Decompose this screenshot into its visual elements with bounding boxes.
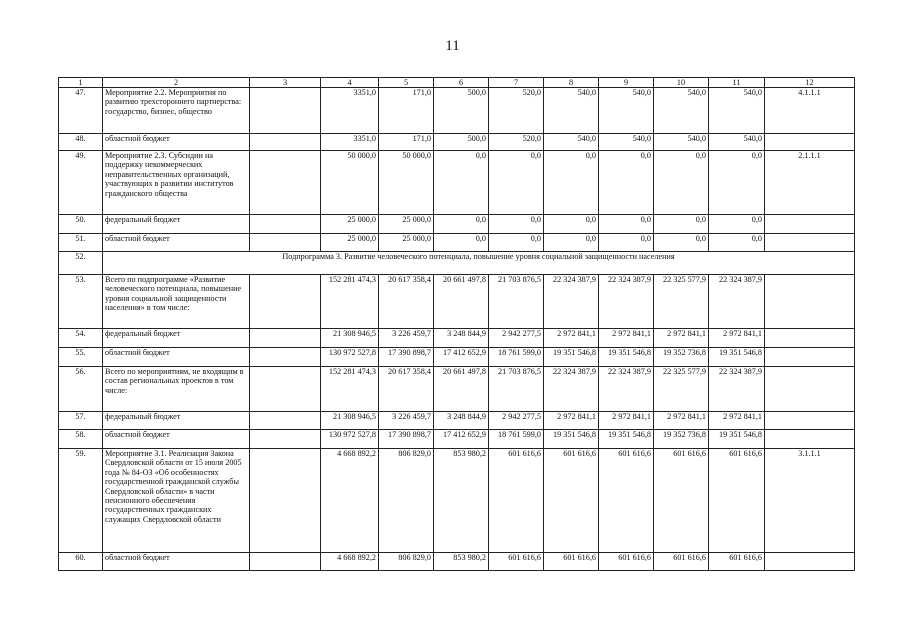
description-cell: областной бюджет bbox=[103, 430, 250, 449]
value-cell: 3351,0 bbox=[321, 88, 379, 134]
target-code-cell bbox=[765, 412, 855, 430]
value-cell: 0,0 bbox=[599, 234, 654, 252]
value-cell: 4 668 892,2 bbox=[321, 553, 379, 571]
table-row bbox=[59, 234, 855, 252]
value-cell: 22 324 387,9 bbox=[599, 275, 654, 329]
value-cell: 130 972 527,8 bbox=[321, 430, 379, 449]
value-cell: 500,0 bbox=[434, 134, 489, 151]
value-cell: 3351,0 bbox=[321, 134, 379, 151]
value-cell: 19 351 546,8 bbox=[709, 348, 765, 367]
budget-table bbox=[58, 77, 855, 571]
table-row bbox=[59, 412, 855, 430]
target-code-cell bbox=[765, 275, 855, 329]
value-cell: 2 972 841,1 bbox=[709, 329, 765, 348]
target-code-cell: 2.1.1.1 bbox=[765, 151, 855, 215]
table-row bbox=[59, 88, 855, 134]
value-cell: 171,0 bbox=[379, 88, 434, 134]
description-cell: Мероприятие 2.3. Субсидии на поддержку некоммерческих неправительственных организаций, участвующих в развитии институтов гражданского общества bbox=[103, 151, 250, 215]
value-cell: 0,0 bbox=[654, 151, 709, 215]
source-cell bbox=[250, 215, 321, 234]
table-row bbox=[59, 430, 855, 449]
source-cell bbox=[250, 553, 321, 571]
value-cell: 601 616,6 bbox=[544, 449, 599, 553]
target-code-cell bbox=[765, 134, 855, 151]
value-cell: 806 829,0 bbox=[379, 449, 434, 553]
value-cell: 2 942 277,5 bbox=[489, 412, 544, 430]
row-number-cell: 49. bbox=[59, 151, 103, 215]
value-cell: 17 390 898,7 bbox=[379, 430, 434, 449]
value-cell: 18 761 599,0 bbox=[489, 430, 544, 449]
target-code-cell bbox=[765, 553, 855, 571]
table-row bbox=[59, 275, 855, 329]
value-cell: 50 000,0 bbox=[379, 151, 434, 215]
value-cell: 19 352 736,8 bbox=[654, 348, 709, 367]
value-cell: 0,0 bbox=[489, 215, 544, 234]
value-cell: 806 829,0 bbox=[379, 553, 434, 571]
value-cell: 3 248 844,9 bbox=[434, 412, 489, 430]
column-header: 2 bbox=[103, 78, 250, 88]
value-cell: 0,0 bbox=[489, 234, 544, 252]
value-cell: 853 980,2 bbox=[434, 553, 489, 571]
value-cell: 0,0 bbox=[489, 151, 544, 215]
value-cell: 853 980,2 bbox=[434, 449, 489, 553]
value-cell: 17 412 652,9 bbox=[434, 348, 489, 367]
table-row bbox=[59, 329, 855, 348]
value-cell: 3 248 844,9 bbox=[434, 329, 489, 348]
value-cell: 520,0 bbox=[489, 134, 544, 151]
value-cell: 22 325 577,9 bbox=[654, 367, 709, 412]
column-header: 11 bbox=[709, 78, 765, 88]
value-cell: 540,0 bbox=[599, 134, 654, 151]
table-row bbox=[59, 252, 855, 275]
value-cell: 0,0 bbox=[709, 151, 765, 215]
page-number: 11 bbox=[445, 38, 460, 54]
value-cell: 18 761 599,0 bbox=[489, 348, 544, 367]
table-row bbox=[59, 367, 855, 412]
description-cell: федеральный бюджет bbox=[103, 412, 250, 430]
description-cell: Всего по подпрограмме «Развитие человеческого потенциала, повышение уровня социальной защищенности населения» в том числе: bbox=[103, 275, 250, 329]
value-cell: 19 351 546,8 bbox=[544, 430, 599, 449]
value-cell: 22 324 387,9 bbox=[709, 275, 765, 329]
value-cell: 25 000,0 bbox=[379, 215, 434, 234]
value-cell: 601 616,6 bbox=[489, 553, 544, 571]
column-header: 8 bbox=[544, 78, 599, 88]
value-cell: 22 324 387,9 bbox=[544, 367, 599, 412]
row-number-cell: 55. bbox=[59, 348, 103, 367]
value-cell: 0,0 bbox=[654, 234, 709, 252]
value-cell: 0,0 bbox=[434, 215, 489, 234]
row-number-cell: 48. bbox=[59, 134, 103, 151]
column-header: 9 bbox=[599, 78, 654, 88]
value-cell: 540,0 bbox=[709, 88, 765, 134]
value-cell: 21 703 876,5 bbox=[489, 275, 544, 329]
row-number-cell: 51. bbox=[59, 234, 103, 252]
row-number-cell: 52. bbox=[59, 252, 103, 275]
column-header: 1 bbox=[59, 78, 103, 88]
value-cell: 152 281 474,3 bbox=[321, 275, 379, 329]
value-cell: 19 352 736,8 bbox=[654, 430, 709, 449]
value-cell: 19 351 546,8 bbox=[544, 348, 599, 367]
table-row bbox=[59, 449, 855, 553]
table-row bbox=[59, 215, 855, 234]
description-cell: областной бюджет bbox=[103, 134, 250, 151]
table-row bbox=[59, 348, 855, 367]
value-cell: 601 616,6 bbox=[489, 449, 544, 553]
description-cell: Мероприятие 3.1. Реализация Закона Свердловской области от 15 июля 2005 года № 84-ОЗ «Об особенностях государственной гражданской службы Свердловской области» в части пенсионного обеспечения государственных гражданских служащих Свердловской области bbox=[103, 449, 250, 553]
value-cell: 21 703 876,5 bbox=[489, 367, 544, 412]
target-code-cell bbox=[765, 367, 855, 412]
value-cell: 25 000,0 bbox=[321, 234, 379, 252]
table-row bbox=[59, 553, 855, 571]
value-cell: 540,0 bbox=[544, 88, 599, 134]
value-cell: 2 972 841,1 bbox=[654, 412, 709, 430]
source-cell bbox=[250, 151, 321, 215]
table-row bbox=[59, 134, 855, 151]
target-code-cell bbox=[765, 430, 855, 449]
row-number-cell: 53. bbox=[59, 275, 103, 329]
value-cell: 2 972 841,1 bbox=[654, 329, 709, 348]
section-title-cell: Подпрограмма 3. Развитие человеческого потенциала, повышение уровня социальной защищенности населения bbox=[103, 252, 855, 275]
column-header: 3 bbox=[250, 78, 321, 88]
value-cell: 601 616,6 bbox=[654, 553, 709, 571]
row-number-cell: 58. bbox=[59, 430, 103, 449]
value-cell: 3 226 459,7 bbox=[379, 329, 434, 348]
column-header: 4 bbox=[321, 78, 379, 88]
value-cell: 19 351 546,8 bbox=[599, 348, 654, 367]
source-cell bbox=[250, 88, 321, 134]
value-cell: 19 351 546,8 bbox=[709, 430, 765, 449]
value-cell: 0,0 bbox=[599, 151, 654, 215]
value-cell: 22 324 387,9 bbox=[709, 367, 765, 412]
value-cell: 601 616,6 bbox=[709, 449, 765, 553]
value-cell: 601 616,6 bbox=[544, 553, 599, 571]
value-cell: 540,0 bbox=[654, 88, 709, 134]
source-cell bbox=[250, 134, 321, 151]
row-number-cell: 59. bbox=[59, 449, 103, 553]
value-cell: 0,0 bbox=[434, 151, 489, 215]
row-number-cell: 57. bbox=[59, 412, 103, 430]
description-cell: федеральный бюджет bbox=[103, 329, 250, 348]
column-header: 6 bbox=[434, 78, 489, 88]
value-cell: 0,0 bbox=[709, 215, 765, 234]
value-cell: 20 661 497,8 bbox=[434, 275, 489, 329]
value-cell: 601 616,6 bbox=[599, 449, 654, 553]
value-cell: 17 390 898,7 bbox=[379, 348, 434, 367]
value-cell: 21 308 946,5 bbox=[321, 412, 379, 430]
row-number-cell: 47. bbox=[59, 88, 103, 134]
value-cell: 171,0 bbox=[379, 134, 434, 151]
row-number-cell: 54. bbox=[59, 329, 103, 348]
value-cell: 50 000,0 bbox=[321, 151, 379, 215]
value-cell: 520,0 bbox=[489, 88, 544, 134]
value-cell: 2 972 841,1 bbox=[599, 329, 654, 348]
description-cell: Мероприятие 2.2. Мероприятия по развитию трехстороннего партнерства: государство, бизнес, общество bbox=[103, 88, 250, 134]
description-cell: областной бюджет bbox=[103, 234, 250, 252]
value-cell: 601 616,6 bbox=[709, 553, 765, 571]
row-number-cell: 60. bbox=[59, 553, 103, 571]
source-cell bbox=[250, 412, 321, 430]
source-cell bbox=[250, 329, 321, 348]
description-cell: федеральный бюджет bbox=[103, 215, 250, 234]
target-code-cell bbox=[765, 234, 855, 252]
value-cell: 22 324 387,9 bbox=[599, 367, 654, 412]
value-cell: 4 668 892,2 bbox=[321, 449, 379, 553]
target-code-cell: 4.1.1.1 bbox=[765, 88, 855, 134]
value-cell: 0,0 bbox=[654, 215, 709, 234]
header-row bbox=[59, 78, 855, 88]
value-cell: 0,0 bbox=[709, 234, 765, 252]
row-number-cell: 56. bbox=[59, 367, 103, 412]
value-cell: 17 412 652,9 bbox=[434, 430, 489, 449]
value-cell: 20 661 497,8 bbox=[434, 367, 489, 412]
source-cell bbox=[250, 348, 321, 367]
value-cell: 22 325 577,9 bbox=[654, 275, 709, 329]
source-cell bbox=[250, 367, 321, 412]
source-cell bbox=[250, 275, 321, 329]
source-cell bbox=[250, 449, 321, 553]
description-cell: областной бюджет bbox=[103, 553, 250, 571]
table-row bbox=[59, 151, 855, 215]
value-cell: 540,0 bbox=[709, 134, 765, 151]
value-cell: 0,0 bbox=[599, 215, 654, 234]
column-header: 7 bbox=[489, 78, 544, 88]
value-cell: 601 616,6 bbox=[599, 553, 654, 571]
value-cell: 2 972 841,1 bbox=[709, 412, 765, 430]
value-cell: 25 000,0 bbox=[379, 234, 434, 252]
value-cell: 500,0 bbox=[434, 88, 489, 134]
value-cell: 540,0 bbox=[544, 134, 599, 151]
description-cell: областной бюджет bbox=[103, 348, 250, 367]
value-cell: 0,0 bbox=[434, 234, 489, 252]
row-number-cell: 50. bbox=[59, 215, 103, 234]
value-cell: 20 617 358,4 bbox=[379, 275, 434, 329]
value-cell: 2 972 841,1 bbox=[544, 412, 599, 430]
value-cell: 22 324 387,9 bbox=[544, 275, 599, 329]
value-cell: 2 942 277,5 bbox=[489, 329, 544, 348]
column-header: 5 bbox=[379, 78, 434, 88]
value-cell: 20 617 358,4 bbox=[379, 367, 434, 412]
target-code-cell bbox=[765, 215, 855, 234]
value-cell: 601 616,6 bbox=[654, 449, 709, 553]
target-code-cell bbox=[765, 329, 855, 348]
value-cell: 3 226 459,7 bbox=[379, 412, 434, 430]
value-cell: 2 972 841,1 bbox=[544, 329, 599, 348]
target-code-cell: 3.1.1.1 bbox=[765, 449, 855, 553]
value-cell: 152 281 474,3 bbox=[321, 367, 379, 412]
value-cell: 21 308 946,5 bbox=[321, 329, 379, 348]
value-cell: 19 351 546,8 bbox=[599, 430, 654, 449]
target-code-cell bbox=[765, 348, 855, 367]
column-header: 12 bbox=[765, 78, 855, 88]
value-cell: 540,0 bbox=[599, 88, 654, 134]
source-cell bbox=[250, 430, 321, 449]
value-cell: 2 972 841,1 bbox=[599, 412, 654, 430]
column-header: 10 bbox=[654, 78, 709, 88]
value-cell: 0,0 bbox=[544, 234, 599, 252]
description-cell: Всего по мероприятиям, не входящим в состав региональных проектов в том числе: bbox=[103, 367, 250, 412]
value-cell: 25 000,0 bbox=[321, 215, 379, 234]
value-cell: 0,0 bbox=[544, 151, 599, 215]
value-cell: 540,0 bbox=[654, 134, 709, 151]
value-cell: 0,0 bbox=[544, 215, 599, 234]
value-cell: 130 972 527,8 bbox=[321, 348, 379, 367]
source-cell bbox=[250, 234, 321, 252]
